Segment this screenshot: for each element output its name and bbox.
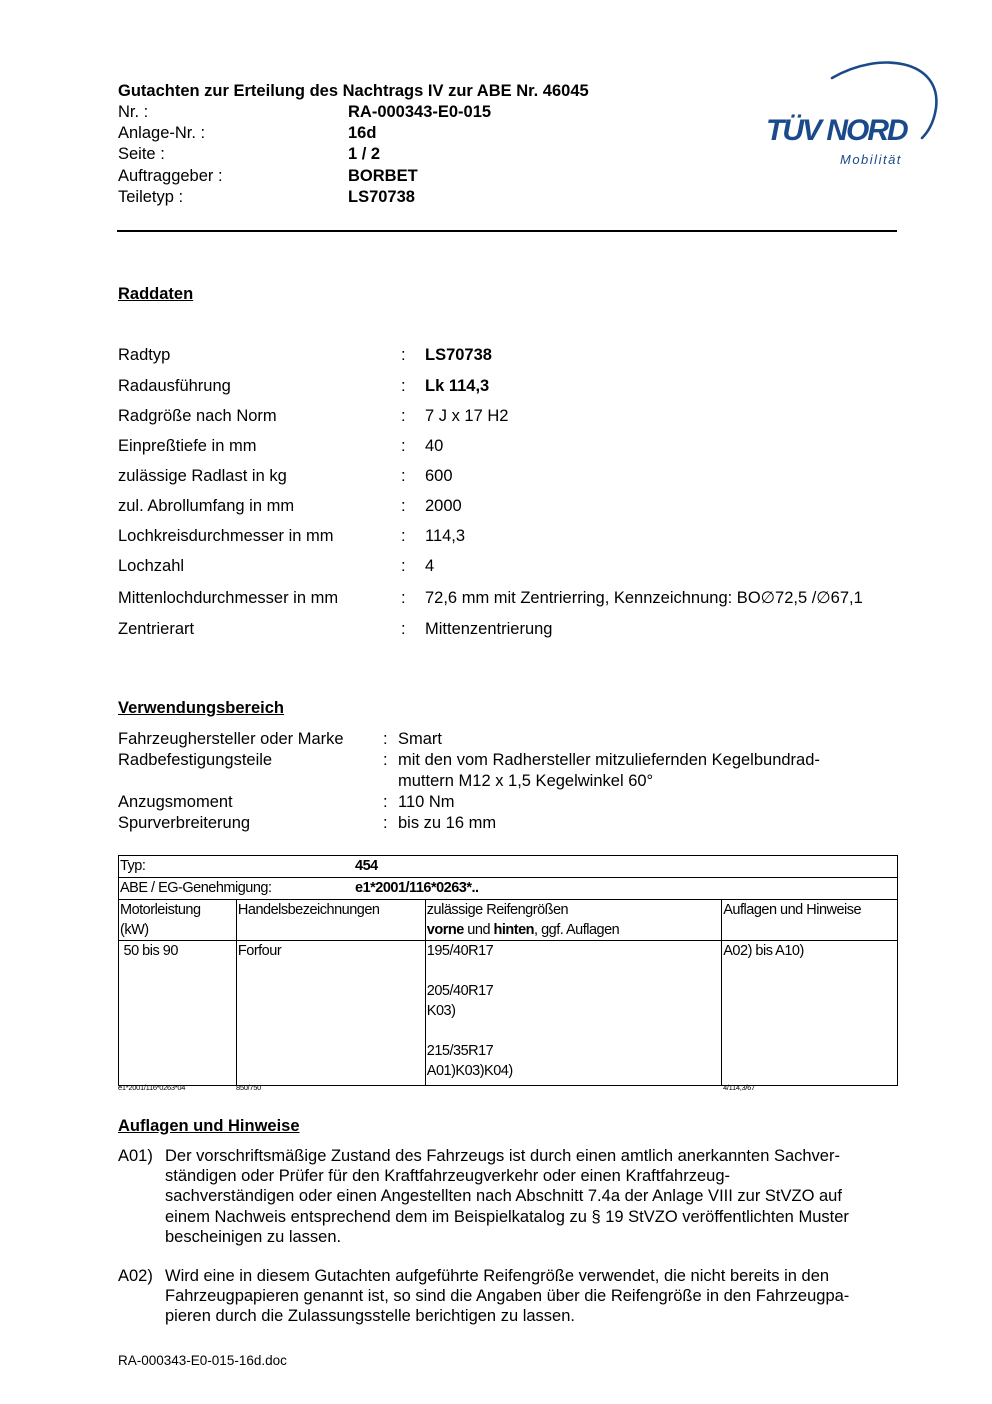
raddaten-colon: : — [401, 437, 406, 455]
verwendung-value-line: mit den vom Radhersteller mitzuliefernden Kegelbundrad- — [398, 751, 820, 769]
header-label: Seite : — [118, 145, 165, 163]
header-value: 16d — [348, 124, 377, 142]
raddaten-label: Mittenlochdurchmesser in mm — [118, 589, 339, 607]
raddaten-label: zulässige Radlast in kg — [118, 467, 287, 485]
raddaten-value: LS70738 — [425, 346, 492, 364]
raddaten-value: 72,6 mm mit Zentrierring, Kennzeichnung: BO∅72,5 /∅67,1 — [425, 589, 863, 607]
raddaten-label: Einpreßtiefe in mm — [118, 437, 257, 455]
auflage-code: A01) — [118, 1147, 153, 1165]
raddaten-row — [118, 495, 918, 517]
header-label: Anlage-Nr. : — [118, 124, 206, 142]
header-row-auftraggeber — [118, 166, 678, 187]
raddaten-value: Mittenzentrierung — [425, 620, 553, 638]
verwendung-label: Radbefestigungsteile — [118, 751, 273, 769]
col-header-und: und — [463, 922, 494, 938]
raddaten-label: Radgröße nach Norm — [118, 407, 277, 425]
auflage-code: A02) — [118, 1267, 153, 1285]
raddaten-value: Lk 114,3 — [425, 377, 490, 395]
table-footnote-mid: 850/750 — [236, 1083, 262, 1092]
reifen-line: 205/40R17 — [426, 983, 494, 999]
verwendungsbereich-heading: Verwendungsbereich — [118, 699, 284, 717]
typ-value: 454 — [355, 858, 378, 874]
table-footnote-right: 4/114,3/67 — [723, 1083, 755, 1092]
raddaten-colon: : — [401, 467, 406, 485]
raddaten-colon: : — [401, 589, 406, 607]
raddaten-row — [118, 465, 918, 487]
col-header-line — [427, 920, 720, 940]
auflage-line: Wird eine in diesem Gutachten aufgeführte Reifengröße verwendet, die nicht bereits in den — [165, 1267, 830, 1285]
verwendung-value — [398, 750, 898, 792]
raddaten-colon: : — [401, 377, 406, 395]
col-header-reifen — [425, 900, 721, 941]
table-footnote-left: e1*2001/116*0263*04 — [118, 1083, 186, 1092]
header-row-teiletyp — [118, 187, 678, 208]
header-value: RA-000343-E0-015 — [348, 103, 492, 121]
verwendung-colon: : — [383, 751, 388, 769]
reifen-line: 215/35R17 — [426, 1043, 494, 1059]
header-label: Auftraggeber : — [118, 167, 223, 185]
raddaten-colon: : — [401, 620, 406, 638]
auflage-item — [118, 1146, 898, 1248]
table-row — [119, 941, 898, 1086]
logo-subtitle: Mobilität — [840, 152, 902, 167]
raddaten-colon: : — [401, 557, 406, 575]
header-divider — [117, 230, 897, 232]
verwendung-colon: : — [383, 730, 388, 748]
raddaten-value: 7 J x 17 H2 — [425, 407, 509, 425]
raddaten-value: 600 — [425, 467, 453, 485]
cell-handel: Forfour — [236, 941, 425, 1086]
header-label: Teiletyp : — [118, 188, 184, 206]
cell-motor: 50 bis 90 — [119, 941, 237, 1086]
raddaten-label: zul. Abrollumfang in mm — [118, 497, 295, 515]
col-header-handel: Handelsbezeichnungen — [236, 900, 425, 941]
auflage-line: einem Nachweis entsprechend dem im Beispielkatalog zu § 19 StVZO veröffentlichten Muster — [165, 1207, 849, 1226]
raddaten-row — [118, 525, 918, 547]
tuv-nord-logo — [760, 56, 945, 172]
verwendung-colon: : — [383, 814, 388, 832]
raddaten-value: 2000 — [425, 497, 462, 515]
logo-wordmark: TÜV NORD — [766, 114, 907, 147]
raddaten-label: Zentrierart — [118, 620, 195, 638]
raddaten-label: Radtyp — [118, 346, 171, 364]
col-header-line: Motorleistung — [120, 902, 201, 918]
raddaten-row — [118, 435, 918, 457]
raddaten-row — [118, 344, 918, 366]
raddaten-row — [118, 555, 918, 577]
col-header-hinten: hinten — [493, 922, 535, 938]
table-typ-row — [119, 856, 898, 878]
raddaten-colon: : — [401, 407, 406, 425]
abe-label: ABE / EG-Genehmigung: — [120, 880, 272, 896]
raddaten-row — [118, 618, 918, 640]
col-header-line: (kW) — [120, 922, 149, 938]
verwendung-label: Anzugsmoment — [118, 793, 233, 811]
table-header-row — [119, 900, 898, 941]
auflage-text — [165, 1266, 900, 1327]
document-title: Gutachten zur Erteilung des Nachtrags IV zur ABE Nr. 46045 — [118, 82, 589, 100]
reifen-line: K03) — [426, 1003, 456, 1019]
header-row-anlage — [118, 123, 678, 144]
reifen-line — [427, 1021, 720, 1041]
verwendung-row — [118, 750, 898, 792]
header-row-seite — [118, 144, 678, 165]
raddaten-label: Radausführung — [118, 377, 231, 395]
verwendung-row — [118, 792, 898, 813]
verwendung-row — [118, 813, 898, 834]
raddaten-label: Lochzahl — [118, 557, 185, 575]
raddaten-colon: : — [401, 497, 406, 515]
tuv-nord-logo-graphic — [760, 56, 945, 172]
raddaten-colon: : — [401, 527, 406, 545]
table-abe-row — [119, 878, 898, 900]
col-header-auflagen: Auflagen und Hinweise — [722, 900, 898, 941]
auflage-line: ständigen oder Prüfer für den Kraftfahrzeugverkehr oder einen Kraftfahrzeug- — [165, 1167, 730, 1186]
raddaten-heading: Raddaten — [118, 285, 194, 303]
header-value: 1 / 2 — [348, 145, 381, 163]
col-header-line: zulässige Reifengrößen — [426, 902, 569, 918]
cell-reifen — [425, 941, 721, 1086]
raddaten-value: 40 — [425, 437, 444, 455]
auflage-line: bescheinigen zu lassen. — [165, 1227, 342, 1246]
verwendung-colon: : — [383, 793, 388, 811]
reifen-line: A01)K03)K04) — [426, 1063, 513, 1079]
header-row-nr — [118, 102, 678, 123]
auflage-line: pieren durch die Zulassungsstelle berichtigen zu lassen. — [165, 1307, 575, 1326]
raddaten-colon: : — [401, 346, 406, 364]
reifen-line — [427, 961, 720, 981]
header-value: BORBET — [348, 167, 418, 185]
raddaten-label: Lochkreisdurchmesser in mm — [118, 527, 334, 545]
verwendung-label: Fahrzeughersteller oder Marke — [118, 730, 344, 748]
footer-filename: RA-000343-E0-015-16d.doc — [118, 1353, 287, 1368]
raddaten-value: 4 — [425, 557, 435, 575]
verwendung-label: Spurverbreiterung — [118, 814, 251, 832]
col-header-motor — [119, 900, 237, 941]
header-value: LS70738 — [348, 188, 415, 206]
typ-label: Typ: — [120, 858, 146, 874]
verwendung-value: 110 Nm — [398, 793, 455, 811]
cell-auflagen: A02) bis A10) — [722, 941, 898, 1086]
verwendung-value: Smart — [398, 730, 443, 748]
header-label: Nr. : — [118, 103, 149, 121]
col-header-vorne: vorne — [426, 922, 464, 938]
reifen-line: 195/40R17 — [426, 943, 494, 959]
verwendung-row — [118, 729, 898, 750]
auflage-line: sachverständigen oder einen Angestellten nach Abschnitt 7.4a der Anlage VIII zur StVZO auf — [165, 1187, 842, 1206]
verwendung-value-line: muttern M12 x 1,5 Kegelwinkel 60° — [398, 772, 654, 790]
auflage-line: Der vorschriftsmäßige Zustand des Fahrzeugs ist durch einen amtlich anerkannten Sachver- — [165, 1147, 840, 1165]
raddaten-row — [118, 405, 918, 427]
auflagen-heading: Auflagen und Hinweise — [118, 1117, 300, 1135]
auflage-item — [118, 1266, 898, 1328]
raddaten-value: 114,3 — [425, 527, 466, 545]
table-abe-cell — [119, 878, 898, 900]
vehicle-table — [118, 855, 898, 1086]
abe-value: e1*2001/116*0263*.. — [355, 880, 479, 896]
auflage-text — [165, 1146, 900, 1247]
verwendung-value: bis zu 16 mm — [398, 814, 497, 832]
col-header-rest: , ggf. Auflagen — [534, 922, 620, 938]
auflage-line: Fahrzeugpapieren genannt ist, so sind die Angaben über die Reifengröße in den Fahrzeugpa- — [165, 1287, 850, 1306]
raddaten-row — [118, 587, 918, 609]
table-typ-cell — [119, 856, 898, 878]
raddaten-row — [118, 375, 918, 397]
